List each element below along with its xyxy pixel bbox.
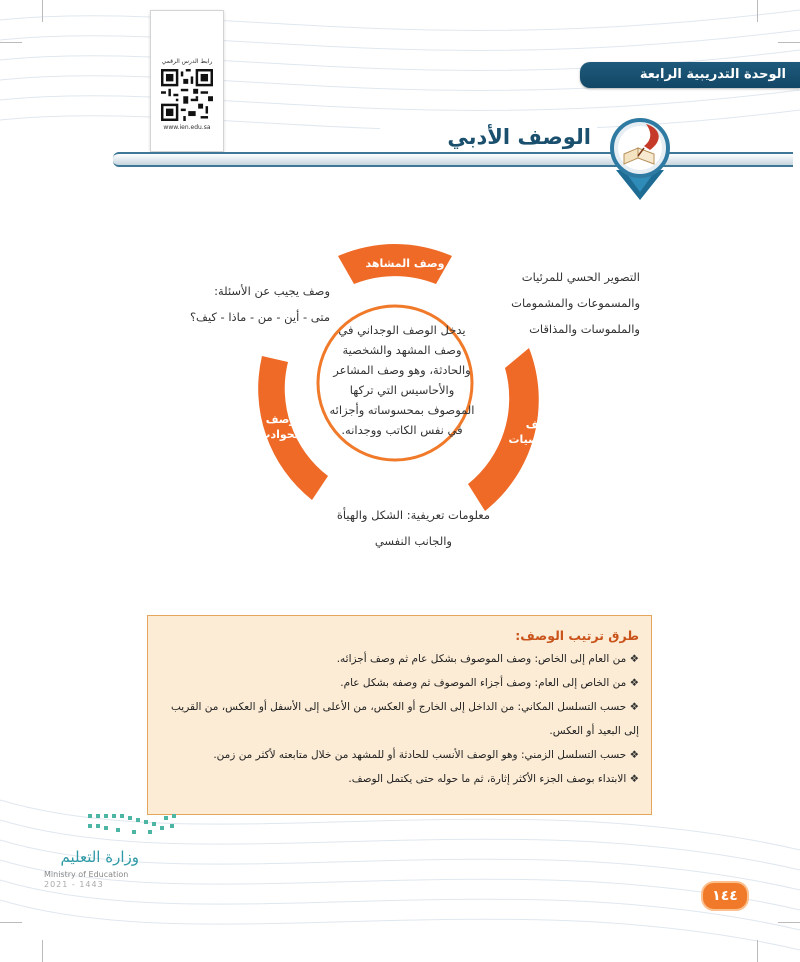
crop-mark xyxy=(42,0,43,22)
note-characters xyxy=(300,502,490,554)
note-events xyxy=(150,278,330,330)
book-quill-icon xyxy=(594,110,686,202)
ministry-name-en: Ministry of Education xyxy=(44,870,129,879)
crop-mark xyxy=(0,42,22,43)
qr-code-box[interactable] xyxy=(150,10,224,152)
note-scenes-line: والملموسات والمذاقات xyxy=(529,322,640,336)
note-scenes-line: التصوير الحسي للمرئيات xyxy=(521,270,640,284)
list-item: ❖ من الخاص إلى العام: وصف أجزاء الموصوف ثم وصفه بشكل عام. xyxy=(160,671,639,695)
crop-mark xyxy=(778,42,800,43)
title-underline xyxy=(113,152,793,167)
crop-mark xyxy=(757,940,758,962)
list-item: ❖ الابتداء بوصف الجزء الأكثر إثارة، ثم ما حوله حتى يكتمل الوصف. xyxy=(160,767,639,791)
note-scenes-line: والمسموعات والمشمومات xyxy=(511,296,640,310)
note-characters-line: والجانب النفسي xyxy=(374,534,452,548)
qr-label: رابط الدرس الرقمي xyxy=(161,58,213,65)
list-item: ❖ حسب التسلسل الزمني: وهو الوصف الأنسب للحادثة أو للمشهد من خلال متابعته لأكثر من زمن. xyxy=(160,743,639,767)
diagram-center-text: يدخل الوصف الوجداني في وصف المشهد والشخصية والحادثة، وهو وصف المشاعر والأحاسيس التي تركها الموصوف بمحسوساته وأجزائه في نفس الكاتب ووجدانه. xyxy=(329,323,475,437)
note-events-line: وصف يجيب عن الأسئلة: xyxy=(214,284,330,298)
crop-mark xyxy=(0,922,22,923)
ministry-version: 2021 - 1443 xyxy=(44,880,104,889)
segment-label-characters: وصف الشخصيات xyxy=(508,418,566,446)
segment-label-scenes: وصف المشاهد xyxy=(365,257,445,270)
crop-mark xyxy=(778,922,800,923)
unit-title-bar: الوحدة التدريبية الرابعة xyxy=(580,62,800,88)
note-events-line: متى - أين - من - ماذا - كيف؟ xyxy=(189,310,330,324)
page-title: الوصف الأدبي xyxy=(380,125,597,149)
qr-url: www.ien.edu.sa xyxy=(163,124,211,131)
note-characters-line: معلومات تعريفية: الشكل والهيأة xyxy=(336,508,490,522)
crop-mark xyxy=(757,0,758,22)
methods-title: طرق ترتيب الوصف: xyxy=(515,628,639,643)
description-methods-box xyxy=(147,615,652,815)
list-item: ❖ حسب التسلسل المكاني: من الداخل إلى الخارج أو العكس، من الأعلى إلى الأسفل أو العكس، من القريب إلى البعيد أو العكس. xyxy=(160,695,639,743)
methods-list xyxy=(160,647,639,791)
note-scenes xyxy=(490,264,640,342)
crop-mark xyxy=(42,940,43,962)
page-number: ١٤٤ xyxy=(701,881,749,911)
qr-code-icon[interactable] xyxy=(161,69,213,121)
ministry-name-ar: وزارة التعليم xyxy=(60,848,139,866)
list-item: ❖ من العام إلى الخاص: وصف الموصوف بشكل عام ثم وصف أجزائه. xyxy=(160,647,639,671)
segment-label-events: وصف الحوادث xyxy=(259,413,303,441)
